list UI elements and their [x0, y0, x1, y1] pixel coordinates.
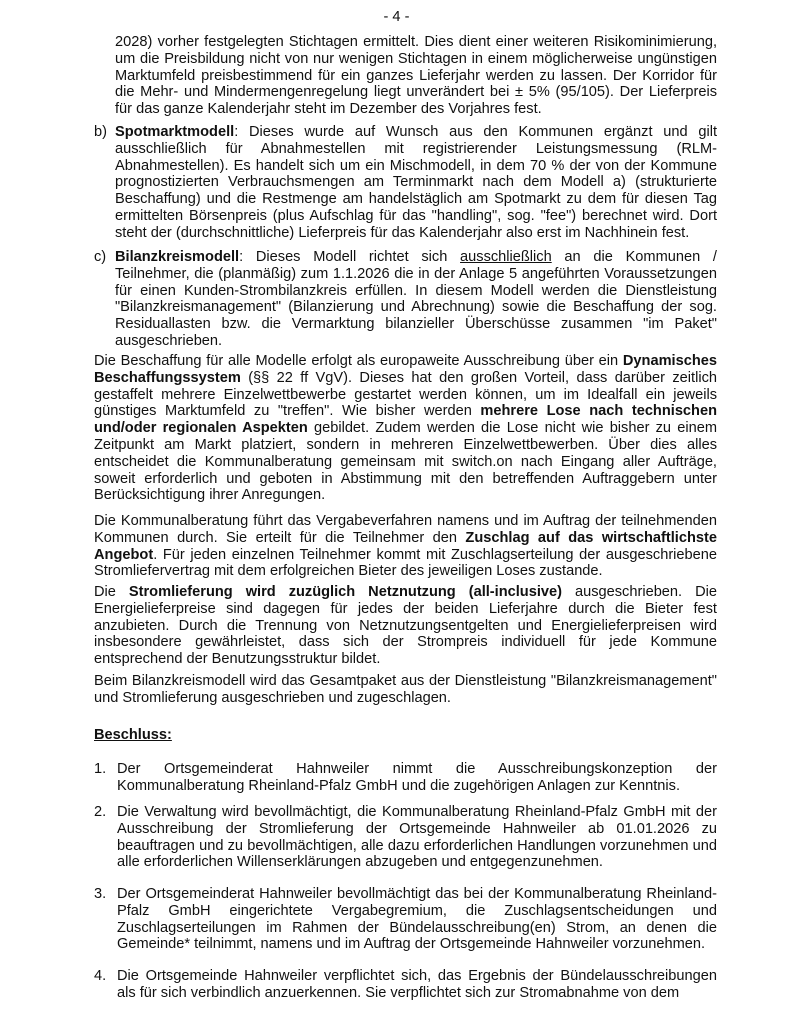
- award-bold-1: Zuschlag auf das wirtschaftlichste Angebot: [94, 529, 717, 563]
- balancing-paragraph: Beim Bilanzkreismodell wird das Gesamtpaket aus der Dienstleistung "Bilanzkreismanagement" und Stromlieferung ausgeschrieben und zugeschlagen.: [94, 673, 717, 706]
- award-text-2: . Für jeden einzelnen Teilnehmer kommt mit Zuschlagserteilung der ausgeschriebene Stromliefervertrag mit dem erfolgreichen Bieter des jeweiligen Loses zustande.: [94, 546, 717, 580]
- supply-text-2: ausgeschrieben. Die Energielieferpreise sind dagegen für jedes der beiden Lieferjahre durch die Bieter fest anzubieten. Durch die Trennung von Netznutzungsentgelten und Energielieferpreisen wird insbesondere gewährleistet, dass sich der Strompreis individuell für jede Kommune entsprechend der Benutzungsstruktur bildet.: [94, 584, 717, 668]
- resolution-number: 4.: [94, 968, 107, 984]
- award-text-1: Die Kommunalberatung führt das Vergabeverfahren namens und im Auftrag der teilnehmenden Kommunen durch. Sie erteilt für die Teilnehmer den: [94, 513, 717, 546]
- procurement-paragraph: [94, 353, 717, 504]
- resolution-text: Die Ortsgemeinde Hahnweiler verpflichtet sich, das Ergebnis der Bündelausschreibungen als für sich verbindlich anzuerkennen. Sie verpflichtet sich zur Stromabnahme von dem: [117, 968, 717, 1001]
- resolution-text: Der Ortsgemeinderat Hahnweiler nimmt die Ausschreibungskonzeption der Kommunalberatung Rheinland-Pfalz GmbH und die zugehörigen Anlagen zur Kenntnis.: [117, 761, 717, 794]
- item-c-marker: c): [94, 249, 107, 265]
- resolution-text: Der Ortsgemeinderat Hahnweiler bevollmächtigt das bei der Kommunalberatung Rheinland-Pfalz GmbH eingerichtete Vergabegremium, die Zuschlagsentscheidungen und Zuschlagserteilungen im Rahmen der Bündelausschreibung(en) Strom, an denen die Gemeinde* teilnimmt, namens und im Auftrag der Ortsgemeinde Hahnweiler vorzunehmen.: [117, 886, 717, 953]
- supply-text-1: Die: [94, 584, 129, 600]
- procurement-text-3: gebildet. Zudem werden die Lose nicht wie bisher zu einem Zeitpunkt am Markt platziert, sondern in mehreren Einzelwettbewerben. Über dies alles entscheidet die Kommunalberatung gemeinsam mit switch.on nach Eingang aller Aufträge, soweit erforderlich und geboten in Abstimmung mit den betreffenden Auftraggebern unter Berücksichtigung ihrer Anregungen.: [94, 420, 718, 504]
- resolution-heading: Beschluss:: [94, 727, 172, 743]
- resolution-number: 1.: [94, 761, 107, 777]
- award-paragraph: [94, 513, 717, 580]
- supply-bold-1: Stromlieferung wird zuzüglich Netznutzung (all-inclusive): [128, 584, 562, 600]
- continuation-paragraph: 2028) vorher festgelegten Stichtagen ermittelt. Dies dient einer weiteren Risikominimierung, um die Preisbildung nicht von nur wenigen Stichtagen in einem möglicherweise ungünstigen Marktumfeld preisbestimmend für ein ganzes Lieferjahr werden zu lassen. Der Korridor für die Mehr- und Mindermengenregelung liegt unverändert bei ± 5% (95/105). Der Lieferpreis für das ganze Kalenderjahr steht im Dezember des Vorjahres fest.: [115, 34, 717, 118]
- item-c-title: Bilanzkreismodell: [115, 249, 240, 265]
- resolution-text: Die Verwaltung wird bevollmächtigt, die Kommunalberatung Rheinland-Pfalz GmbH mit der Ausschreibung der Stromlieferung der Ortsgemeinde Hahnweiler ab 01.01.2026 zu beauftragen und zu bevollmächtigen, alle dazu erforderlichen Handlungen vorzunehmen und alle erforderlichen Willenserklärungen abzugeben und entgegenzunehmen.: [117, 804, 717, 871]
- item-b-body: : Dieses wurde auf Wunsch aus den Kommunen ergänzt und gilt ausschließlich für Abnahmestellen mit registrierender Leistungsmessung (RLM-Abnahmestellen). Es handelt sich um ein Mischmodell, in dem 70 % der von der Kommune prognostizierten Verbrauchsmengen am Terminmarkt nach dem Modell a) (strukturierte Beschaffung) und die Restmenge am handelstäglich am Spotmarkt zu dem für diesen Tag ermittelten Börsenpreis (plus Aufschlag für das "handling", sog. "fee") berechnet wird. Dort steht der (durchschnittliche) Lieferpreis für das Kalenderjahr also erst im Nachhinein fest.: [115, 124, 717, 241]
- procurement-bold-2: mehrere Lose nach technischen und/oder regionalen Aspekten: [94, 403, 717, 437]
- item-c-body-start: : Dieses Modell richtet sich: [239, 249, 461, 265]
- page-number: - 4 -: [383, 9, 410, 25]
- procurement-text-1: Die Beschaffung für alle Modelle erfolgt als europaweite Ausschreibung über ein: [94, 353, 623, 369]
- procurement-text-2: (§§ 22 ff VgV). Dieses hat den großen Vorteil, dass darüber zeitlich gestaffelt mehrere Einzelwettbewerbe gestartet werden können, um im Idealfall ein jeweils günstiges Marktumfeld zu "treffen". Wie bisher werden: [94, 369, 717, 420]
- resolution-number: 3.: [94, 886, 107, 902]
- procurement-bold-1: Dynamisches Beschaffungssystem: [94, 353, 717, 386]
- item-b-text: [115, 124, 717, 242]
- item-c-text: [115, 249, 717, 350]
- item-b-title: Spotmarktmodell: [115, 124, 235, 140]
- item-c-body-end: an die Kommunen / Teilnehmer, die (planmäßig) zum 1.1.2026 die in der Anlage 5 angeführten Voraussetzungen für einen Kunden-Strombilanzkreis erfüllen. In diesem Modell werden die Dienstleistung "Bilanzkreismanagement" (Bilanzierung und Abrechnung) sowie die Beschaffung der sog. Residuallasten bzw. die Vermarktung bilanzieller Überschüsse zusammen "im Paket" ausgeschrieben.: [115, 249, 717, 349]
- resolution-number: 2.: [94, 804, 107, 820]
- item-c-underlined: ausschließlich: [460, 249, 552, 265]
- item-b-marker: b): [94, 124, 107, 140]
- supply-paragraph: [94, 584, 717, 668]
